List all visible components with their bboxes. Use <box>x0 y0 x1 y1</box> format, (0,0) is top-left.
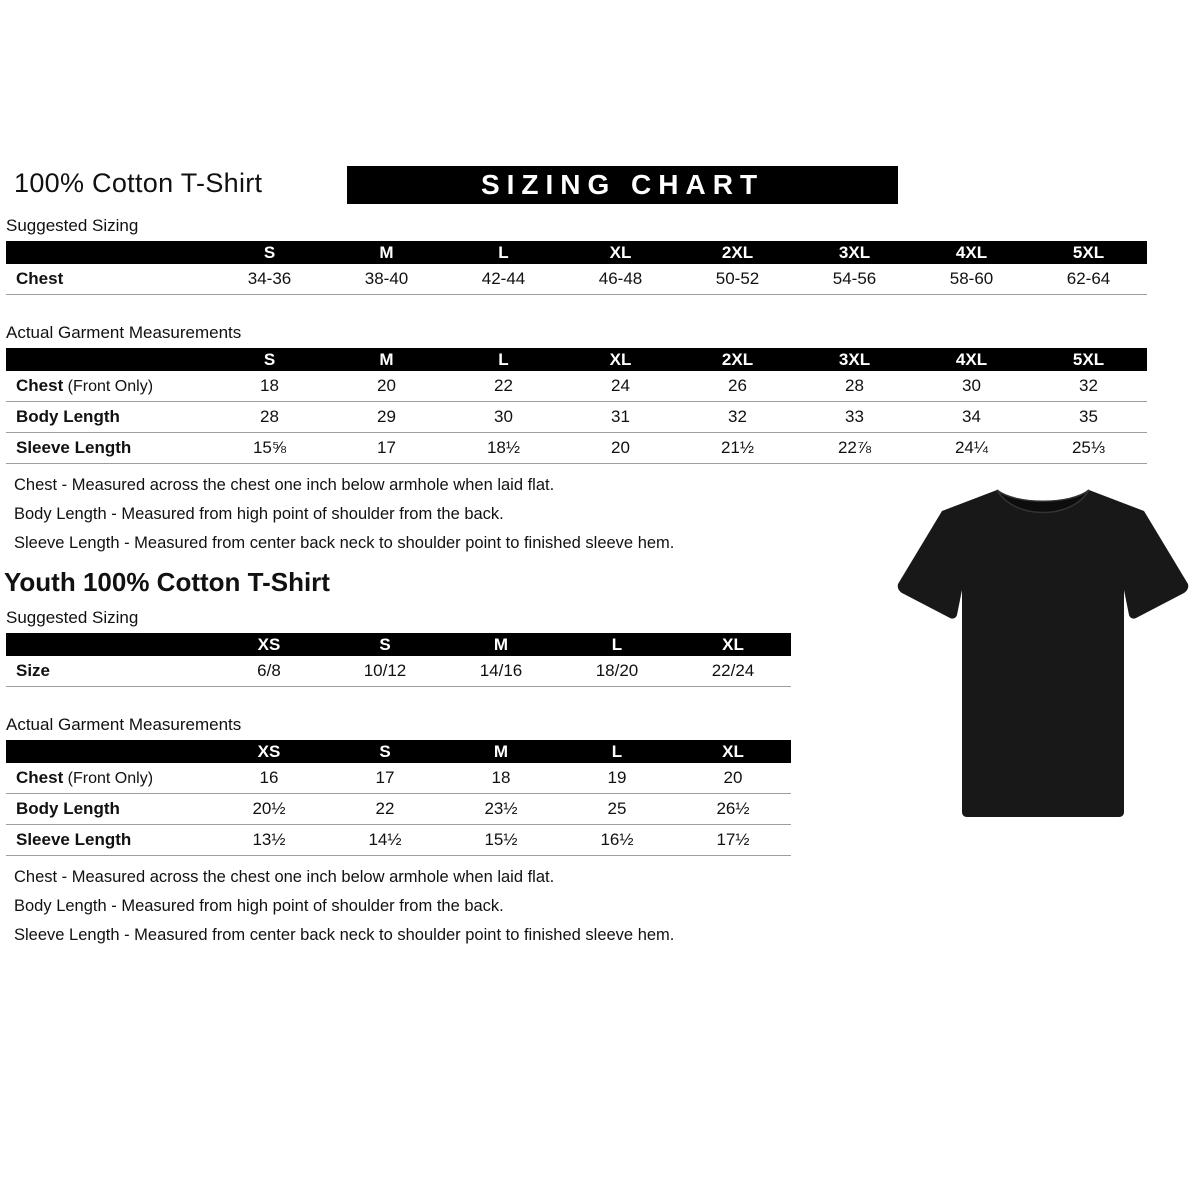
note-body-length: Body Length - Measured from high point of shoulder from the back. <box>14 505 504 523</box>
row-label-body-length: Body Length <box>6 794 211 825</box>
size-header-cell: XS <box>211 740 327 763</box>
size-value-cell: 33 <box>796 402 913 433</box>
size-value-cell: 28 <box>796 371 913 402</box>
adult-suggested-label: Suggested Sizing <box>6 216 139 235</box>
size-value-cell: 38-40 <box>328 264 445 295</box>
tshirt-image <box>893 474 1193 836</box>
size-header-cell: L <box>559 633 675 656</box>
size-value-cell: 50-52 <box>679 264 796 295</box>
size-header-cell: M <box>328 241 445 264</box>
row-label-text: Chest <box>16 376 64 395</box>
row-label-text: Chest <box>16 768 64 787</box>
adult-suggested-table <box>6 241 1147 295</box>
size-value-cell: 34 <box>913 402 1030 433</box>
size-value-cell: 17 <box>327 763 443 794</box>
size-value-cell: 62-64 <box>1030 264 1147 295</box>
size-header-cell: XL <box>562 241 679 264</box>
size-header-cell: XL <box>675 633 791 656</box>
size-value-cell: 25 <box>559 794 675 825</box>
size-value-cell: 14½ <box>327 825 443 856</box>
row-label-body-length: Body Length <box>6 402 211 433</box>
row-label-chest: Chest <box>6 264 211 295</box>
row-label-suffix: (Front Only) <box>63 770 154 787</box>
size-header-empty <box>6 740 211 763</box>
size-value-cell: 32 <box>1030 371 1147 402</box>
youth-actual-table <box>6 740 791 856</box>
adult-actual-table <box>6 348 1147 464</box>
size-header-cell: S <box>211 348 328 371</box>
note-body-length: Body Length - Measured from high point of shoulder from the back. <box>14 897 504 915</box>
size-header-cell: 4XL <box>913 241 1030 264</box>
header-row <box>0 166 1200 206</box>
size-header-cell: 5XL <box>1030 348 1147 371</box>
size-value-cell: 46-48 <box>562 264 679 295</box>
size-value-cell: 16 <box>211 763 327 794</box>
size-value-cell: 22 <box>327 794 443 825</box>
size-value-cell: 26½ <box>675 794 791 825</box>
size-value-cell: 18 <box>211 371 328 402</box>
size-value-cell: 29 <box>328 402 445 433</box>
header-row <box>6 348 1147 371</box>
size-value-cell: 6/8 <box>211 656 327 687</box>
table-row-sleeve-length <box>6 825 791 856</box>
row-label-chest <box>6 763 211 794</box>
sizing-chart-banner: SIZING CHART <box>347 166 898 204</box>
size-value-cell: 31 <box>562 402 679 433</box>
youth-suggested-table <box>6 633 791 687</box>
size-header-cell: M <box>443 740 559 763</box>
size-header-cell: 4XL <box>913 348 1030 371</box>
table-row <box>6 264 1147 295</box>
size-header-cell: 2XL <box>679 348 796 371</box>
size-value-cell: 22⅞ <box>796 433 913 464</box>
size-header-cell: XS <box>211 633 327 656</box>
size-value-cell: 17½ <box>675 825 791 856</box>
size-header-cell: L <box>445 241 562 264</box>
size-value-cell: 14/16 <box>443 656 559 687</box>
size-value-cell: 24¼ <box>913 433 1030 464</box>
size-header-cell: L <box>559 740 675 763</box>
size-header-cell: M <box>328 348 445 371</box>
size-header-cell: M <box>443 633 559 656</box>
table-row-body-length <box>6 794 791 825</box>
size-header-cell: S <box>327 740 443 763</box>
youth-measurement-notes <box>14 868 1200 945</box>
size-value-cell: 22/24 <box>675 656 791 687</box>
size-header-empty <box>6 241 211 264</box>
size-value-cell: 58-60 <box>913 264 1030 295</box>
size-value-cell: 15½ <box>443 825 559 856</box>
table-row-size <box>6 656 791 687</box>
size-value-cell: 30 <box>445 402 562 433</box>
size-value-cell: 23½ <box>443 794 559 825</box>
size-value-cell: 28 <box>211 402 328 433</box>
size-header-cell: 5XL <box>1030 241 1147 264</box>
adult-actual-label: Actual Garment Measurements <box>6 323 242 342</box>
size-value-cell: 24 <box>562 371 679 402</box>
size-value-cell: 20 <box>328 371 445 402</box>
size-value-cell: 18/20 <box>559 656 675 687</box>
size-value-cell: 54-56 <box>796 264 913 295</box>
page-title: 100% Cotton T-Shirt <box>14 168 263 198</box>
size-header-cell: 3XL <box>796 348 913 371</box>
size-value-cell: 34-36 <box>211 264 328 295</box>
size-value-cell: 22 <box>445 371 562 402</box>
size-value-cell: 32 <box>679 402 796 433</box>
size-value-cell: 30 <box>913 371 1030 402</box>
size-header-cell: 3XL <box>796 241 913 264</box>
note-chest: Chest - Measured across the chest one inch below armhole when laid flat. <box>14 868 555 886</box>
size-header-cell: L <box>445 348 562 371</box>
table-row-sleeve-length <box>6 433 1147 464</box>
header-row <box>6 633 791 656</box>
note-sleeve-length: Sleeve Length - Measured from center back neck to shoulder point to finished sleeve hem. <box>14 534 675 552</box>
youth-title: Youth 100% Cotton T-Shirt <box>4 567 330 597</box>
row-label-suffix: (Front Only) <box>63 378 154 395</box>
size-value-cell: 26 <box>679 371 796 402</box>
size-value-cell: 35 <box>1030 402 1147 433</box>
size-value-cell: 25⅓ <box>1030 433 1147 464</box>
tshirt-silhouette-icon <box>893 474 1193 836</box>
size-value-cell: 16½ <box>559 825 675 856</box>
size-header-empty <box>6 348 211 371</box>
note-sleeve-length: Sleeve Length - Measured from center back neck to shoulder point to finished sleeve hem. <box>14 926 675 944</box>
table-row-chest <box>6 371 1147 402</box>
youth-actual-label: Actual Garment Measurements <box>6 715 242 734</box>
table-row-chest <box>6 763 791 794</box>
row-label-chest <box>6 371 211 402</box>
header-row <box>6 740 791 763</box>
size-header-empty <box>6 633 211 656</box>
size-value-cell: 21½ <box>679 433 796 464</box>
size-value-cell: 13½ <box>211 825 327 856</box>
size-value-cell: 18½ <box>445 433 562 464</box>
size-value-cell: 20 <box>562 433 679 464</box>
size-header-cell: S <box>211 241 328 264</box>
size-value-cell: 18 <box>443 763 559 794</box>
table-row-body-length <box>6 402 1147 433</box>
size-header-cell: 2XL <box>679 241 796 264</box>
size-value-cell: 15⅝ <box>211 433 328 464</box>
row-label-sleeve-length: Sleeve Length <box>6 825 211 856</box>
note-chest: Chest - Measured across the chest one inch below armhole when laid flat. <box>14 476 555 494</box>
header-row <box>6 241 1147 264</box>
size-value-cell: 19 <box>559 763 675 794</box>
size-header-cell: XL <box>675 740 791 763</box>
row-label-size: Size <box>6 656 211 687</box>
size-header-cell: XL <box>562 348 679 371</box>
row-label-sleeve-length: Sleeve Length <box>6 433 211 464</box>
size-value-cell: 17 <box>328 433 445 464</box>
youth-suggested-label: Suggested Sizing <box>6 608 139 627</box>
size-value-cell: 10/12 <box>327 656 443 687</box>
size-value-cell: 20 <box>675 763 791 794</box>
size-value-cell: 42-44 <box>445 264 562 295</box>
size-header-cell: S <box>327 633 443 656</box>
size-value-cell: 20½ <box>211 794 327 825</box>
